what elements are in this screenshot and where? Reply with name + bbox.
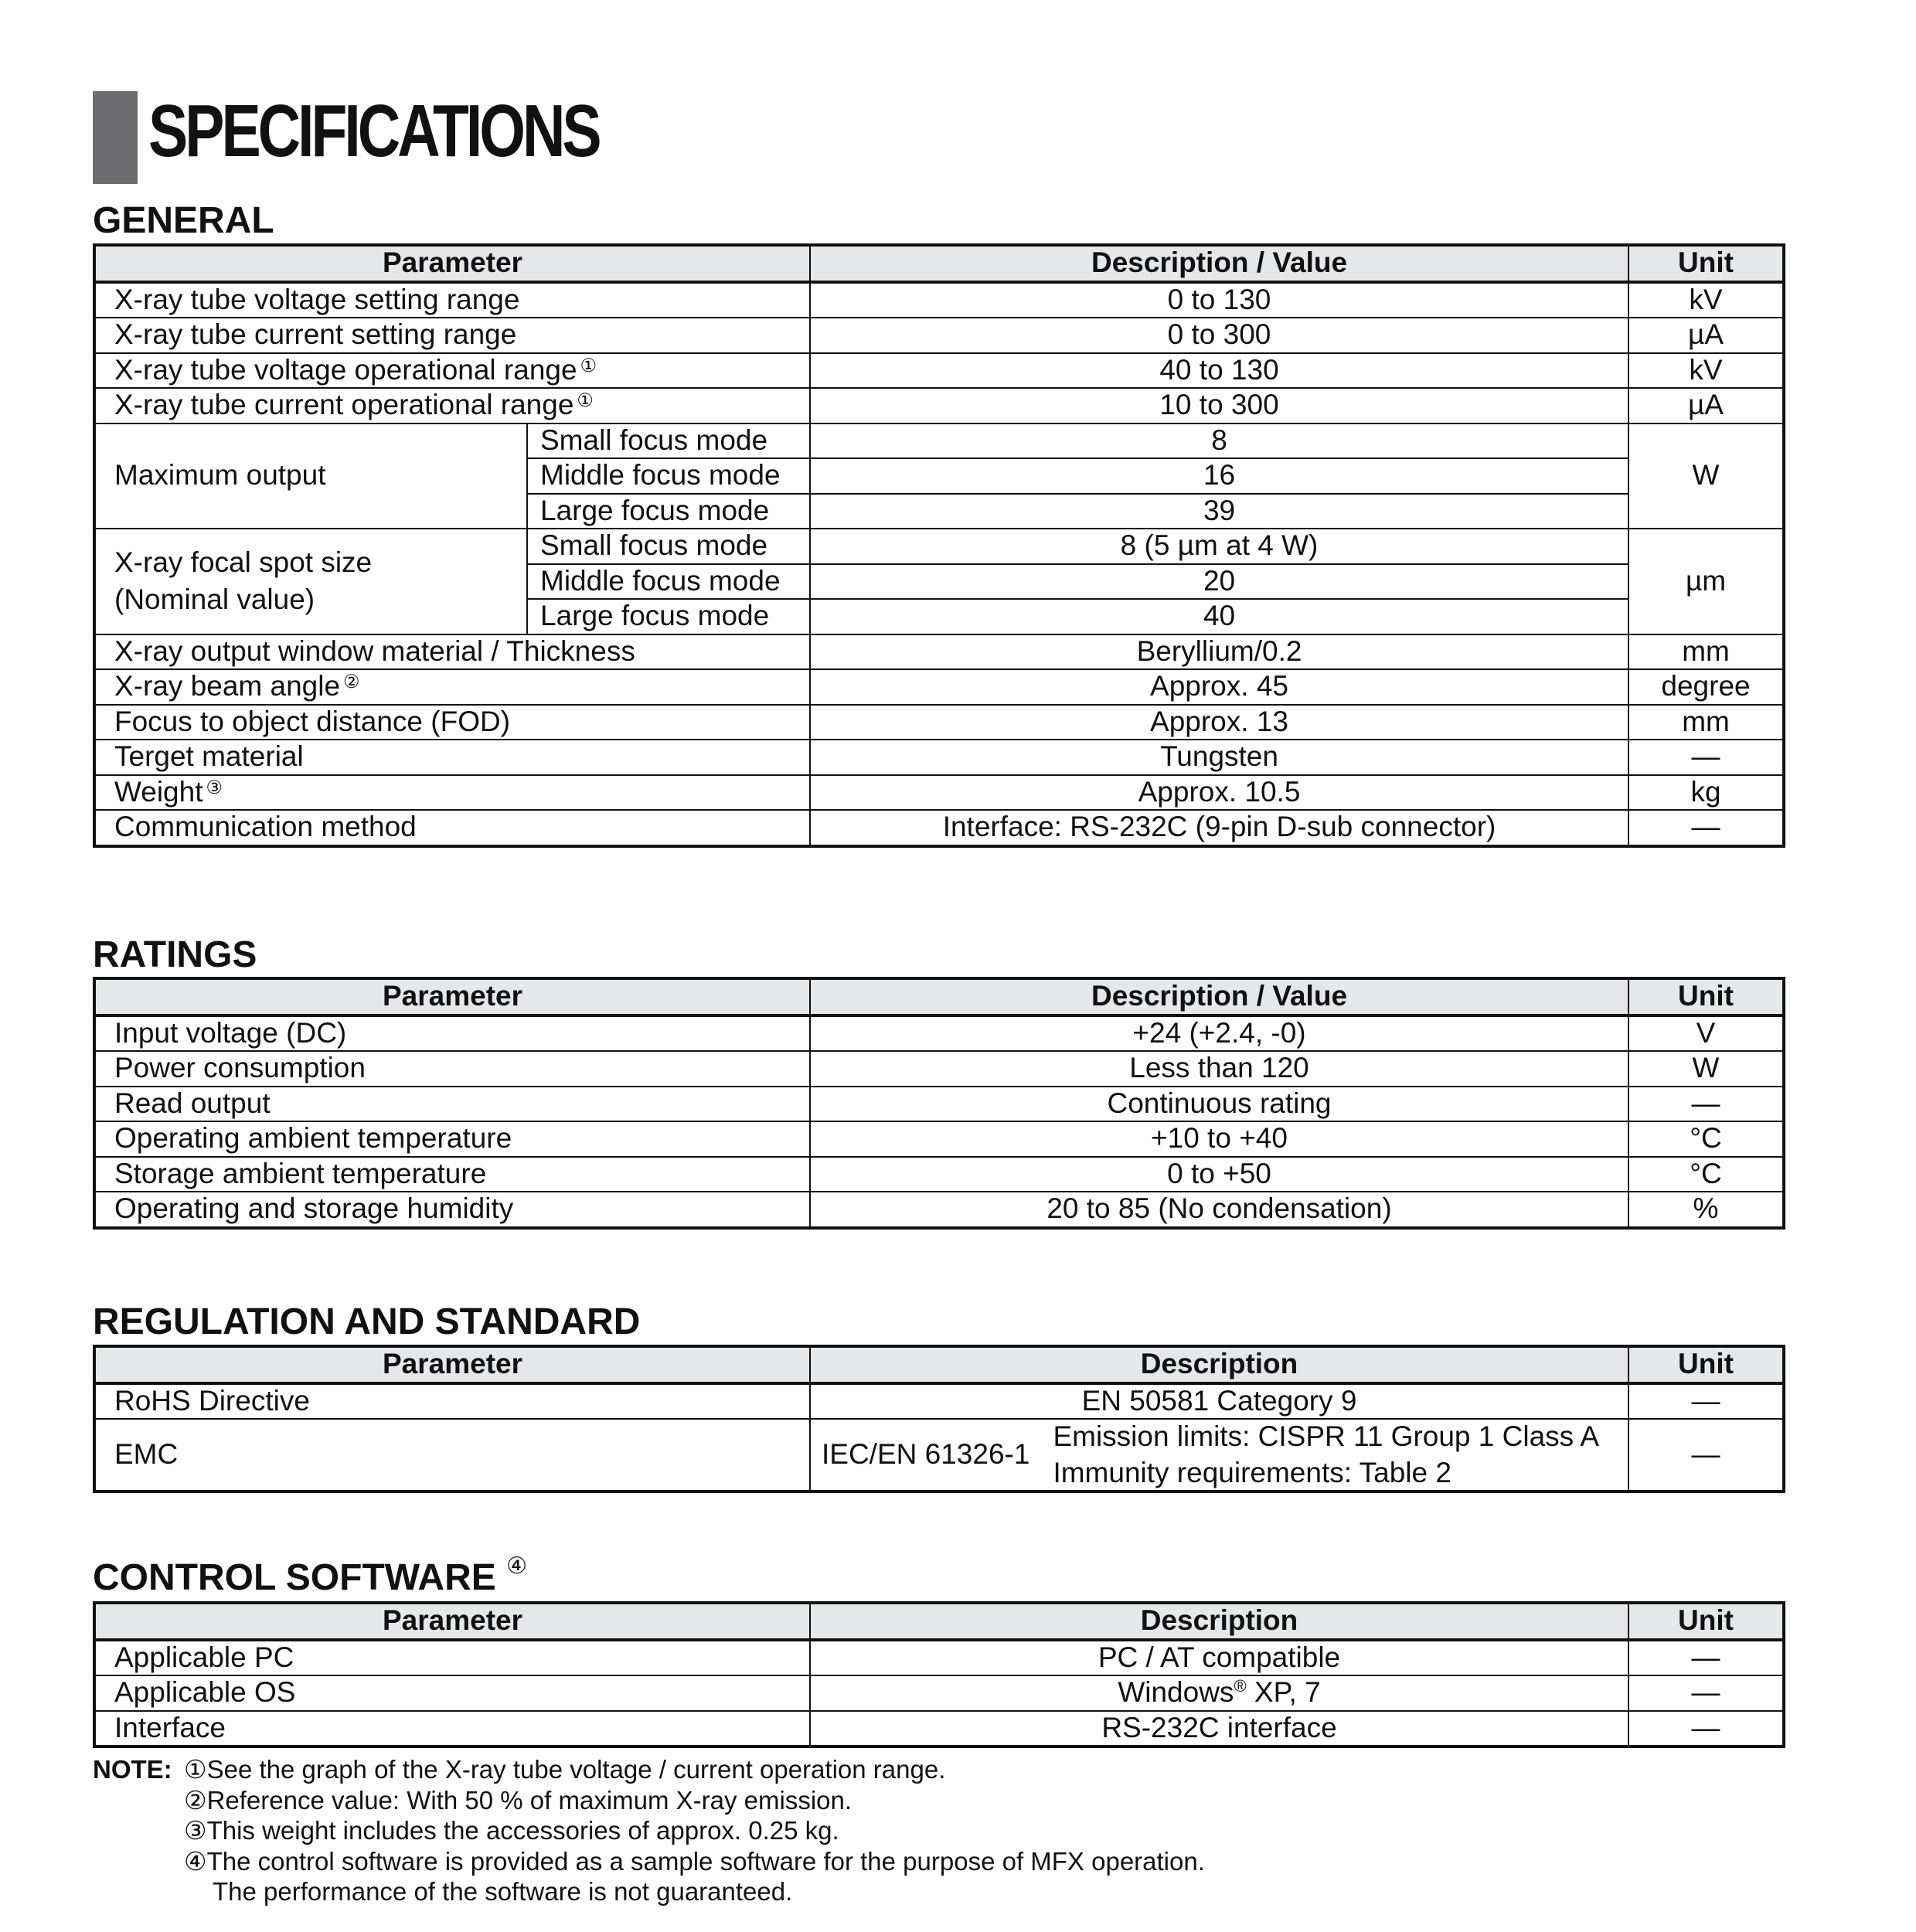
header-unit: Unit	[1628, 978, 1784, 1015]
emc-emission-line: Emission limits: CISPR 11 Group 1 Class A	[1053, 1420, 1600, 1452]
unit-cell: °C	[1628, 1121, 1784, 1157]
note-item: ③This weight includes the accessories of approx. 0.25 kg.	[184, 1816, 839, 1845]
regulation-table	[93, 1345, 1785, 1493]
table-row	[94, 282, 1784, 318]
table-row	[94, 740, 1784, 775]
value-cell: Less than 120	[810, 1051, 1628, 1087]
title-accent-bar	[93, 91, 138, 184]
param-cell: Weight ③	[94, 775, 810, 811]
value-cell: 10 to 300	[810, 388, 1628, 423]
unit-cell: µm	[1628, 529, 1784, 634]
header-parameter: Parameter	[94, 1346, 810, 1383]
param-line: (Nominal value)	[114, 583, 315, 616]
value-cell: 8	[810, 423, 1628, 459]
param-cell: Input voltage (DC)	[94, 1015, 810, 1052]
table-row	[94, 775, 1784, 811]
header-parameter: Parameter	[94, 1603, 810, 1640]
table-row	[94, 318, 1784, 353]
emc-description	[822, 1420, 1620, 1489]
unit-cell: —	[1628, 1711, 1784, 1747]
value-cell: Interface: RS-232C (9-pin D-sub connector)	[810, 810, 1628, 846]
table-row	[94, 634, 1784, 670]
param-cell: X-ray tube voltage setting range	[94, 282, 810, 318]
param-cell: Operating ambient temperature	[94, 1121, 810, 1157]
table-row	[94, 529, 1784, 564]
general-table	[93, 243, 1785, 848]
value-cell: PC / AT compatible	[810, 1640, 1628, 1676]
param-cell: Interface	[94, 1711, 810, 1747]
value-cell: Tungsten	[810, 740, 1628, 775]
value-cell: Windows® XP, 7	[810, 1675, 1628, 1711]
table-row	[94, 1087, 1784, 1122]
param-cell: X-ray tube current operational range ①	[94, 388, 810, 423]
table-row	[94, 669, 1784, 705]
registered-mark: ®	[1234, 1676, 1247, 1696]
param-cell-focal-spot	[94, 529, 527, 634]
param-cell: Read output	[94, 1087, 810, 1122]
table-row	[94, 1383, 1784, 1420]
emc-immunity-line: Immunity requirements: Table 2	[1053, 1456, 1451, 1488]
unit-cell: kV	[1628, 282, 1784, 318]
software-heading: CONTROL SOFTWARE ④	[93, 1553, 528, 1598]
unit-cell: degree	[1628, 669, 1784, 705]
footnote-marker: ①	[580, 355, 597, 376]
header-description: Description	[810, 1603, 1628, 1640]
param-cell: Operating and storage humidity	[94, 1192, 810, 1228]
value-cell: Beryllium/0.2	[810, 634, 1628, 670]
value-cell: 8 (5 µm at 4 W)	[810, 529, 1628, 564]
param-cell: Storage ambient temperature	[94, 1157, 810, 1192]
param-cell: Focus to object distance (FOD)	[94, 705, 810, 740]
value-cell: 0 to 300	[810, 318, 1628, 353]
footnote-marker: ①	[577, 390, 594, 412]
mode-cell: Large focus mode	[527, 494, 810, 529]
notes-list	[184, 1754, 1205, 1907]
header-parameter: Parameter	[94, 978, 810, 1015]
software-table	[93, 1601, 1785, 1748]
param-cell: EMC	[94, 1419, 810, 1492]
unit-cell: —	[1628, 810, 1784, 846]
unit-cell: µA	[1628, 388, 1784, 423]
value-cell: 16	[810, 458, 1628, 494]
value-cell-emc	[810, 1419, 1628, 1492]
table-row	[94, 1157, 1784, 1192]
header-description: Description	[810, 1346, 1628, 1383]
unit-cell: V	[1628, 1015, 1784, 1052]
header-parameter: Parameter	[94, 245, 810, 282]
value-cell: EN 50581 Category 9	[810, 1383, 1628, 1420]
unit-cell: W	[1628, 423, 1784, 529]
value-cell: 20 to 85 (No condensation)	[810, 1192, 1628, 1228]
unit-cell: W	[1628, 1051, 1784, 1087]
unit-cell: —	[1628, 740, 1784, 775]
table-row	[94, 1051, 1784, 1087]
param-cell: Applicable OS	[94, 1675, 810, 1711]
param-cell: X-ray tube current setting range	[94, 318, 810, 353]
param-cell-maximum-output: Maximum output	[94, 423, 527, 529]
note-item-continuation: The performance of the software is not guaranteed.	[213, 1877, 793, 1906]
emc-standard: IEC/EN 61326-1	[822, 1438, 1030, 1471]
value-cell: +24 (+2.4, -0)	[810, 1015, 1628, 1052]
value-cell: 0 to +50	[810, 1157, 1628, 1192]
table-row	[94, 1121, 1784, 1157]
notes-label: NOTE:	[93, 1755, 172, 1784]
header-value: Description / Value	[810, 245, 1628, 282]
param-cell: X-ray tube voltage operational range ①	[94, 353, 810, 389]
param-line: X-ray focal spot size	[114, 546, 373, 578]
value-cell: +10 to +40	[810, 1121, 1628, 1157]
unit-cell: mm	[1628, 705, 1784, 740]
table-row	[94, 423, 1784, 459]
unit-cell: —	[1628, 1087, 1784, 1122]
table-header-row	[94, 1603, 1784, 1640]
table-row	[94, 388, 1784, 423]
unit-cell: kg	[1628, 775, 1784, 811]
table-row	[94, 1640, 1784, 1676]
header-unit: Unit	[1628, 1346, 1784, 1383]
header-unit: Unit	[1628, 1603, 1784, 1640]
table-row	[94, 810, 1784, 846]
param-cell: Applicable PC	[94, 1640, 810, 1676]
footnote-marker: ②	[343, 672, 360, 693]
value-cell: Approx. 10.5	[810, 775, 1628, 811]
unit-cell: —	[1628, 1675, 1784, 1711]
unit-cell: µA	[1628, 318, 1784, 353]
value-cell: RS-232C interface	[810, 1711, 1628, 1747]
value-cell: Approx. 13	[810, 705, 1628, 740]
header-unit: Unit	[1628, 245, 1784, 282]
param-cell: Power consumption	[94, 1051, 810, 1087]
footnote-marker: ④	[506, 1553, 528, 1579]
emc-details	[1053, 1420, 1620, 1489]
value-cell: 40 to 130	[810, 353, 1628, 389]
ratings-table	[93, 977, 1785, 1230]
unit-cell: —	[1628, 1419, 1784, 1492]
table-header-row	[94, 245, 1784, 282]
table-row	[94, 1015, 1784, 1052]
value-cell: 0 to 130	[810, 282, 1628, 318]
mode-cell: Middle focus mode	[527, 564, 810, 600]
unit-cell: %	[1628, 1192, 1784, 1228]
unit-cell: —	[1628, 1640, 1784, 1676]
value-cell: 40	[810, 599, 1628, 634]
param-cell: X-ray beam angle ②	[94, 669, 810, 705]
mode-cell: Middle focus mode	[527, 458, 810, 494]
note-item: ②Reference value: With 50 % of maximum X-ray emission.	[184, 1785, 853, 1815]
value-cell: 39	[810, 494, 1628, 529]
unit-cell: °C	[1628, 1157, 1784, 1192]
table-row	[94, 1192, 1784, 1228]
ratings-heading: RATINGS	[93, 934, 257, 975]
table-row	[94, 1419, 1784, 1492]
table-header-row	[94, 978, 1784, 1015]
unit-cell: —	[1628, 1383, 1784, 1420]
param-cell: Terget material	[94, 740, 810, 775]
param-cell: RoHS Directive	[94, 1383, 810, 1420]
param-cell: Communication method	[94, 810, 810, 846]
footnote-marker: ③	[206, 777, 223, 798]
table-row	[94, 353, 1784, 389]
unit-cell: mm	[1628, 634, 1784, 670]
value-cell: Approx. 45	[810, 669, 1628, 705]
table-row	[94, 705, 1784, 740]
mode-cell: Small focus mode	[527, 529, 810, 564]
param-cell: X-ray output window material / Thickness	[94, 634, 810, 670]
unit-cell: kV	[1628, 353, 1784, 389]
general-heading: GENERAL	[93, 200, 274, 241]
table-row	[94, 1711, 1784, 1747]
page-title: SPECIFICATIONS	[148, 90, 599, 172]
regulation-heading: REGULATION AND STANDARD	[93, 1301, 641, 1342]
note-item: ④The control software is provided as a sample software for the purpose of MFX operation.	[184, 1846, 1205, 1876]
value-cell: Continuous rating	[810, 1087, 1628, 1122]
mode-cell: Small focus mode	[527, 423, 810, 459]
table-header-row	[94, 1346, 1784, 1383]
mode-cell: Large focus mode	[527, 599, 810, 634]
table-row	[94, 1675, 1784, 1711]
note-item: ①See the graph of the X-ray tube voltage / current operation range.	[184, 1755, 946, 1784]
header-value: Description / Value	[810, 978, 1628, 1015]
value-cell: 20	[810, 564, 1628, 600]
